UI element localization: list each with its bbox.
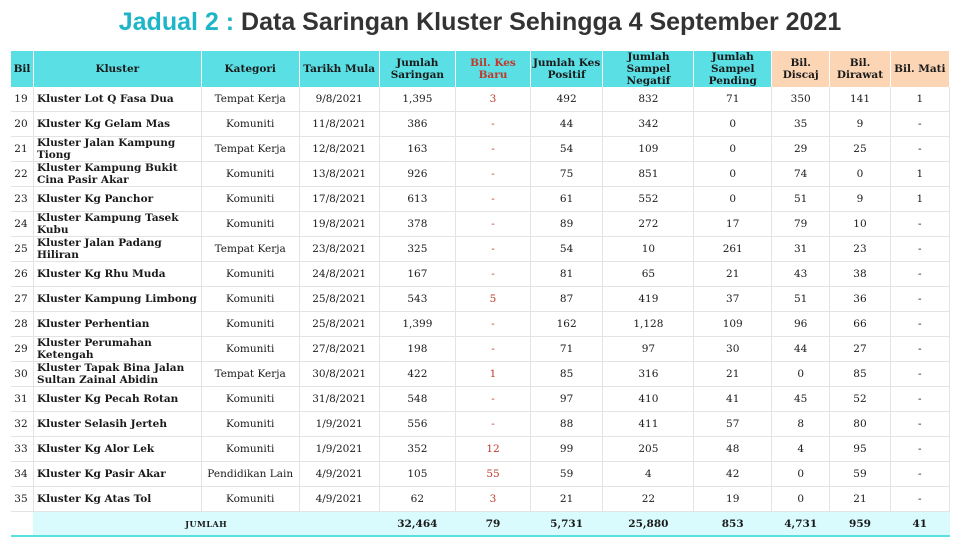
table-row bbox=[11, 412, 950, 437]
cell-negatif: 316 bbox=[603, 362, 694, 387]
cell-kluster: Kluster Tapak Bina Jalan Sultan Zainal Abidin bbox=[33, 362, 201, 387]
page-title bbox=[0, 8, 960, 37]
total-label: JUMLAH bbox=[33, 512, 379, 537]
title-main: Data Saringan Kluster Sehingga 4 September 2021 bbox=[241, 8, 842, 36]
cell-positif: 99 bbox=[530, 437, 603, 462]
cell-kategori: Komuniti bbox=[201, 312, 299, 337]
cell-kluster: Kluster Kg Alor Lek bbox=[33, 437, 201, 462]
cell-bil: 33 bbox=[11, 437, 33, 462]
cell-dirawat: 80 bbox=[830, 412, 890, 437]
cell-saringan: 543 bbox=[379, 287, 456, 312]
cell-pending: 42 bbox=[694, 462, 772, 487]
cell-kategori: Tempat Kerja bbox=[201, 362, 299, 387]
cell-kluster: Kluster Kg Gelam Mas bbox=[33, 112, 201, 137]
cell-dirawat: 36 bbox=[830, 287, 890, 312]
cell-kluster: Kluster Kampung Tasek Kubu bbox=[33, 212, 201, 237]
cell-tarikh: 24/8/2021 bbox=[299, 262, 379, 287]
cell-negatif: 832 bbox=[603, 87, 694, 112]
title-prefix: Jadual 2 : bbox=[118, 8, 235, 36]
cell-tarikh: 31/8/2021 bbox=[299, 387, 379, 412]
cell-kategori: Tempat Kerja bbox=[201, 87, 299, 112]
cell-bil: 22 bbox=[11, 162, 33, 187]
header-tarikh: Tarikh Mula bbox=[299, 51, 379, 87]
cell-kategori: Komuniti bbox=[201, 412, 299, 437]
cell-negatif: 851 bbox=[603, 162, 694, 187]
cell-dirawat: 9 bbox=[830, 187, 890, 212]
table-row bbox=[11, 237, 950, 262]
cell-mati: - bbox=[890, 437, 949, 462]
cell-kes-baru: 1 bbox=[456, 362, 531, 387]
cell-kategori: Komuniti bbox=[201, 187, 299, 212]
cell-positif: 81 bbox=[530, 262, 603, 287]
cell-dirawat: 59 bbox=[830, 462, 890, 487]
table-row bbox=[11, 437, 950, 462]
cell-kluster: Kluster Jalan Kampung Tiong bbox=[33, 137, 201, 162]
table-header-row bbox=[11, 51, 950, 87]
cell-saringan: 325 bbox=[379, 237, 456, 262]
cell-discaj: 8 bbox=[772, 412, 830, 437]
cell-saringan: 422 bbox=[379, 362, 456, 387]
cell-kes-baru: - bbox=[456, 187, 531, 212]
header-mati: Bil. Mati bbox=[890, 51, 949, 87]
cell-kategori: Komuniti bbox=[201, 262, 299, 287]
cell-positif: 54 bbox=[530, 137, 603, 162]
cell-kes-baru: - bbox=[456, 262, 531, 287]
cell-pending: 0 bbox=[694, 112, 772, 137]
cell-negatif: 97 bbox=[603, 337, 694, 362]
cell-saringan: 1,399 bbox=[379, 312, 456, 337]
cell-pending: 19 bbox=[694, 487, 772, 512]
cell-discaj: 45 bbox=[772, 387, 830, 412]
cell-kluster: Kluster Selasih Jerteh bbox=[33, 412, 201, 437]
cell-discaj: 0 bbox=[772, 487, 830, 512]
cell-dirawat: 95 bbox=[830, 437, 890, 462]
cell-saringan: 352 bbox=[379, 437, 456, 462]
cell-mati: - bbox=[890, 312, 949, 337]
cell-dirawat: 25 bbox=[830, 137, 890, 162]
cell-kluster: Kluster Kg Pasir Akar bbox=[33, 462, 201, 487]
cell-dirawat: 10 bbox=[830, 212, 890, 237]
cell-discaj: 44 bbox=[772, 337, 830, 362]
cell-kluster: Kluster Kg Panchor bbox=[33, 187, 201, 212]
cell-pending: 57 bbox=[694, 412, 772, 437]
cell-pending: 21 bbox=[694, 262, 772, 287]
cell-tarikh: 1/9/2021 bbox=[299, 412, 379, 437]
cell-tarikh: 17/8/2021 bbox=[299, 187, 379, 212]
cell-discaj: 0 bbox=[772, 362, 830, 387]
cell-dirawat: 66 bbox=[830, 312, 890, 337]
cell-saringan: 105 bbox=[379, 462, 456, 487]
table-row bbox=[11, 487, 950, 512]
header-pending: Jumlah Sampel Pending bbox=[694, 51, 772, 87]
cell-pending: 109 bbox=[694, 312, 772, 337]
cell-kluster: Kluster Perhentian bbox=[33, 312, 201, 337]
total-saringan: 32,464 bbox=[379, 512, 456, 537]
cell-mati: - bbox=[890, 487, 949, 512]
cell-dirawat: 38 bbox=[830, 262, 890, 287]
total-kes-baru: 79 bbox=[456, 512, 531, 537]
header-discaj: Bil. Discaj bbox=[772, 51, 830, 87]
cell-tarikh: 12/8/2021 bbox=[299, 137, 379, 162]
cell-discaj: 51 bbox=[772, 187, 830, 212]
cell-saringan: 62 bbox=[379, 487, 456, 512]
cell-saringan: 378 bbox=[379, 212, 456, 237]
cell-dirawat: 9 bbox=[830, 112, 890, 137]
cell-dirawat: 0 bbox=[830, 162, 890, 187]
cell-saringan: 198 bbox=[379, 337, 456, 362]
cell-pending: 48 bbox=[694, 437, 772, 462]
cell-positif: 75 bbox=[530, 162, 603, 187]
table-row bbox=[11, 262, 950, 287]
cell-discaj: 31 bbox=[772, 237, 830, 262]
cell-tarikh: 23/8/2021 bbox=[299, 237, 379, 262]
cell-bil: 25 bbox=[11, 237, 33, 262]
cell-tarikh: 25/8/2021 bbox=[299, 287, 379, 312]
total-negatif: 25,880 bbox=[603, 512, 694, 537]
header-kluster: Kluster bbox=[33, 51, 201, 87]
cell-positif: 87 bbox=[530, 287, 603, 312]
table-row bbox=[11, 137, 950, 162]
cell-discaj: 51 bbox=[772, 287, 830, 312]
cell-kluster: Kluster Kg Pecah Rotan bbox=[33, 387, 201, 412]
cluster-table bbox=[11, 51, 950, 537]
cell-mati: - bbox=[890, 237, 949, 262]
table-row bbox=[11, 362, 950, 387]
cell-saringan: 548 bbox=[379, 387, 456, 412]
cell-bil: 35 bbox=[11, 487, 33, 512]
cell-kes-baru: 55 bbox=[456, 462, 531, 487]
cell-bil: 32 bbox=[11, 412, 33, 437]
total-pending: 853 bbox=[694, 512, 772, 537]
cell-mati: 1 bbox=[890, 162, 949, 187]
header-kes-baru: Bil. Kes Baru bbox=[456, 51, 531, 87]
cell-kes-baru: - bbox=[456, 212, 531, 237]
total-positif: 5,731 bbox=[530, 512, 603, 537]
cell-pending: 0 bbox=[694, 187, 772, 212]
cell-mati: 1 bbox=[890, 87, 949, 112]
cell-mati: - bbox=[890, 112, 949, 137]
cell-tarikh: 9/8/2021 bbox=[299, 87, 379, 112]
cell-kes-baru: - bbox=[456, 337, 531, 362]
cell-saringan: 167 bbox=[379, 262, 456, 287]
header-kategori: Kategori bbox=[201, 51, 299, 87]
cell-kes-baru: - bbox=[456, 162, 531, 187]
table-row bbox=[11, 312, 950, 337]
table-row bbox=[11, 162, 950, 187]
cell-discaj: 29 bbox=[772, 137, 830, 162]
cell-mati: - bbox=[890, 387, 949, 412]
header-negatif: Jumlah Sampel Negatif bbox=[603, 51, 694, 87]
cell-negatif: 4 bbox=[603, 462, 694, 487]
cell-saringan: 386 bbox=[379, 112, 456, 137]
cell-kategori: Komuniti bbox=[201, 337, 299, 362]
cell-bil: 23 bbox=[11, 187, 33, 212]
cell-tarikh: 19/8/2021 bbox=[299, 212, 379, 237]
cell-negatif: 272 bbox=[603, 212, 694, 237]
total-blank-cell bbox=[11, 512, 33, 537]
cell-negatif: 10 bbox=[603, 237, 694, 262]
cell-tarikh: 1/9/2021 bbox=[299, 437, 379, 462]
cell-saringan: 1,395 bbox=[379, 87, 456, 112]
cell-positif: 54 bbox=[530, 237, 603, 262]
cell-bil: 19 bbox=[11, 87, 33, 112]
cell-dirawat: 27 bbox=[830, 337, 890, 362]
total-row bbox=[11, 512, 950, 537]
cell-positif: 59 bbox=[530, 462, 603, 487]
cell-negatif: 1,128 bbox=[603, 312, 694, 337]
cell-dirawat: 141 bbox=[830, 87, 890, 112]
cell-mati: 1 bbox=[890, 187, 949, 212]
cell-tarikh: 11/8/2021 bbox=[299, 112, 379, 137]
cell-discaj: 4 bbox=[772, 437, 830, 462]
cell-mati: - bbox=[890, 337, 949, 362]
cell-kategori: Komuniti bbox=[201, 212, 299, 237]
cell-positif: 71 bbox=[530, 337, 603, 362]
cell-tarikh: 25/8/2021 bbox=[299, 312, 379, 337]
cell-negatif: 205 bbox=[603, 437, 694, 462]
cell-positif: 21 bbox=[530, 487, 603, 512]
header-saringan: Jumlah Saringan bbox=[379, 51, 456, 87]
cell-bil: 30 bbox=[11, 362, 33, 387]
cell-positif: 162 bbox=[530, 312, 603, 337]
cell-negatif: 411 bbox=[603, 412, 694, 437]
cell-dirawat: 21 bbox=[830, 487, 890, 512]
cell-positif: 492 bbox=[530, 87, 603, 112]
cell-bil: 27 bbox=[11, 287, 33, 312]
table-row bbox=[11, 112, 950, 137]
cell-negatif: 419 bbox=[603, 287, 694, 312]
total-discaj: 4,731 bbox=[772, 512, 830, 537]
cell-kes-baru: 3 bbox=[456, 487, 531, 512]
cell-negatif: 410 bbox=[603, 387, 694, 412]
cell-saringan: 556 bbox=[379, 412, 456, 437]
cell-bil: 20 bbox=[11, 112, 33, 137]
cell-dirawat: 52 bbox=[830, 387, 890, 412]
cell-tarikh: 27/8/2021 bbox=[299, 337, 379, 362]
cell-tarikh: 4/9/2021 bbox=[299, 462, 379, 487]
cell-discaj: 0 bbox=[772, 462, 830, 487]
table-row bbox=[11, 462, 950, 487]
cell-positif: 61 bbox=[530, 187, 603, 212]
cell-discaj: 350 bbox=[772, 87, 830, 112]
cell-mati: - bbox=[890, 362, 949, 387]
cell-pending: 71 bbox=[694, 87, 772, 112]
cell-kes-baru: - bbox=[456, 137, 531, 162]
cell-mati: - bbox=[890, 287, 949, 312]
cell-discaj: 74 bbox=[772, 162, 830, 187]
cell-kes-baru: - bbox=[456, 237, 531, 262]
cell-kategori: Komuniti bbox=[201, 387, 299, 412]
cell-dirawat: 85 bbox=[830, 362, 890, 387]
cell-kategori: Komuniti bbox=[201, 487, 299, 512]
cell-mati: - bbox=[890, 212, 949, 237]
cell-kluster: Kluster Kampung Limbong bbox=[33, 287, 201, 312]
total-dirawat: 959 bbox=[830, 512, 890, 537]
cell-positif: 85 bbox=[530, 362, 603, 387]
cell-kategori: Komuniti bbox=[201, 437, 299, 462]
table-row bbox=[11, 387, 950, 412]
cell-mati: - bbox=[890, 462, 949, 487]
cell-kluster: Kluster Kampung Bukit Cina Pasir Akar bbox=[33, 162, 201, 187]
cell-tarikh: 4/9/2021 bbox=[299, 487, 379, 512]
cell-pending: 30 bbox=[694, 337, 772, 362]
cell-kes-baru: - bbox=[456, 312, 531, 337]
cell-kategori: Komuniti bbox=[201, 287, 299, 312]
cell-pending: 261 bbox=[694, 237, 772, 262]
cell-kes-baru: - bbox=[456, 112, 531, 137]
cell-mati: - bbox=[890, 412, 949, 437]
cell-kluster: Kluster Kg Atas Tol bbox=[33, 487, 201, 512]
cell-kluster: Kluster Perumahan Ketengah bbox=[33, 337, 201, 362]
cell-positif: 89 bbox=[530, 212, 603, 237]
table-row bbox=[11, 212, 950, 237]
table-row bbox=[11, 187, 950, 212]
table-row bbox=[11, 287, 950, 312]
cell-negatif: 342 bbox=[603, 112, 694, 137]
cell-bil: 21 bbox=[11, 137, 33, 162]
cell-kes-baru: 12 bbox=[456, 437, 531, 462]
cell-kategori: Pendidikan Lain bbox=[201, 462, 299, 487]
total-mati: 41 bbox=[890, 512, 949, 537]
cell-bil: 26 bbox=[11, 262, 33, 287]
cell-dirawat: 23 bbox=[830, 237, 890, 262]
cell-negatif: 552 bbox=[603, 187, 694, 212]
cell-kategori: Tempat Kerja bbox=[201, 137, 299, 162]
cell-bil: 29 bbox=[11, 337, 33, 362]
table-row bbox=[11, 87, 950, 112]
cell-saringan: 613 bbox=[379, 187, 456, 212]
cell-mati: - bbox=[890, 262, 949, 287]
cell-pending: 21 bbox=[694, 362, 772, 387]
cell-saringan: 163 bbox=[379, 137, 456, 162]
cell-kluster: Kluster Lot Q Fasa Dua bbox=[33, 87, 201, 112]
cell-negatif: 109 bbox=[603, 137, 694, 162]
header-bil: Bil bbox=[11, 51, 33, 87]
cell-kes-baru: 3 bbox=[456, 87, 531, 112]
cell-bil: 24 bbox=[11, 212, 33, 237]
cell-positif: 97 bbox=[530, 387, 603, 412]
cell-discaj: 79 bbox=[772, 212, 830, 237]
cell-saringan: 926 bbox=[379, 162, 456, 187]
table-row bbox=[11, 337, 950, 362]
header-positif: Jumlah Kes Positif bbox=[530, 51, 603, 87]
header-dirawat: Bil. Dirawat bbox=[830, 51, 890, 87]
cell-kes-baru: - bbox=[456, 387, 531, 412]
cell-discaj: 35 bbox=[772, 112, 830, 137]
cell-kluster: Kluster Kg Rhu Muda bbox=[33, 262, 201, 287]
cell-negatif: 22 bbox=[603, 487, 694, 512]
cell-bil: 28 bbox=[11, 312, 33, 337]
cell-pending: 41 bbox=[694, 387, 772, 412]
cell-kluster: Kluster Jalan Padang Hiliran bbox=[33, 237, 201, 262]
cell-tarikh: 13/8/2021 bbox=[299, 162, 379, 187]
cell-kategori: Tempat Kerja bbox=[201, 237, 299, 262]
cell-bil: 34 bbox=[11, 462, 33, 487]
cell-pending: 17 bbox=[694, 212, 772, 237]
cell-positif: 88 bbox=[530, 412, 603, 437]
cell-tarikh: 30/8/2021 bbox=[299, 362, 379, 387]
cell-negatif: 65 bbox=[603, 262, 694, 287]
cell-discaj: 43 bbox=[772, 262, 830, 287]
cell-mati: - bbox=[890, 137, 949, 162]
cell-pending: 0 bbox=[694, 137, 772, 162]
cell-kategori: Komuniti bbox=[201, 162, 299, 187]
cell-bil: 31 bbox=[11, 387, 33, 412]
cell-pending: 0 bbox=[694, 162, 772, 187]
cell-positif: 44 bbox=[530, 112, 603, 137]
cell-kategori: Komuniti bbox=[201, 112, 299, 137]
cell-pending: 37 bbox=[694, 287, 772, 312]
cell-discaj: 96 bbox=[772, 312, 830, 337]
cell-kes-baru: 5 bbox=[456, 287, 531, 312]
cell-kes-baru: - bbox=[456, 412, 531, 437]
